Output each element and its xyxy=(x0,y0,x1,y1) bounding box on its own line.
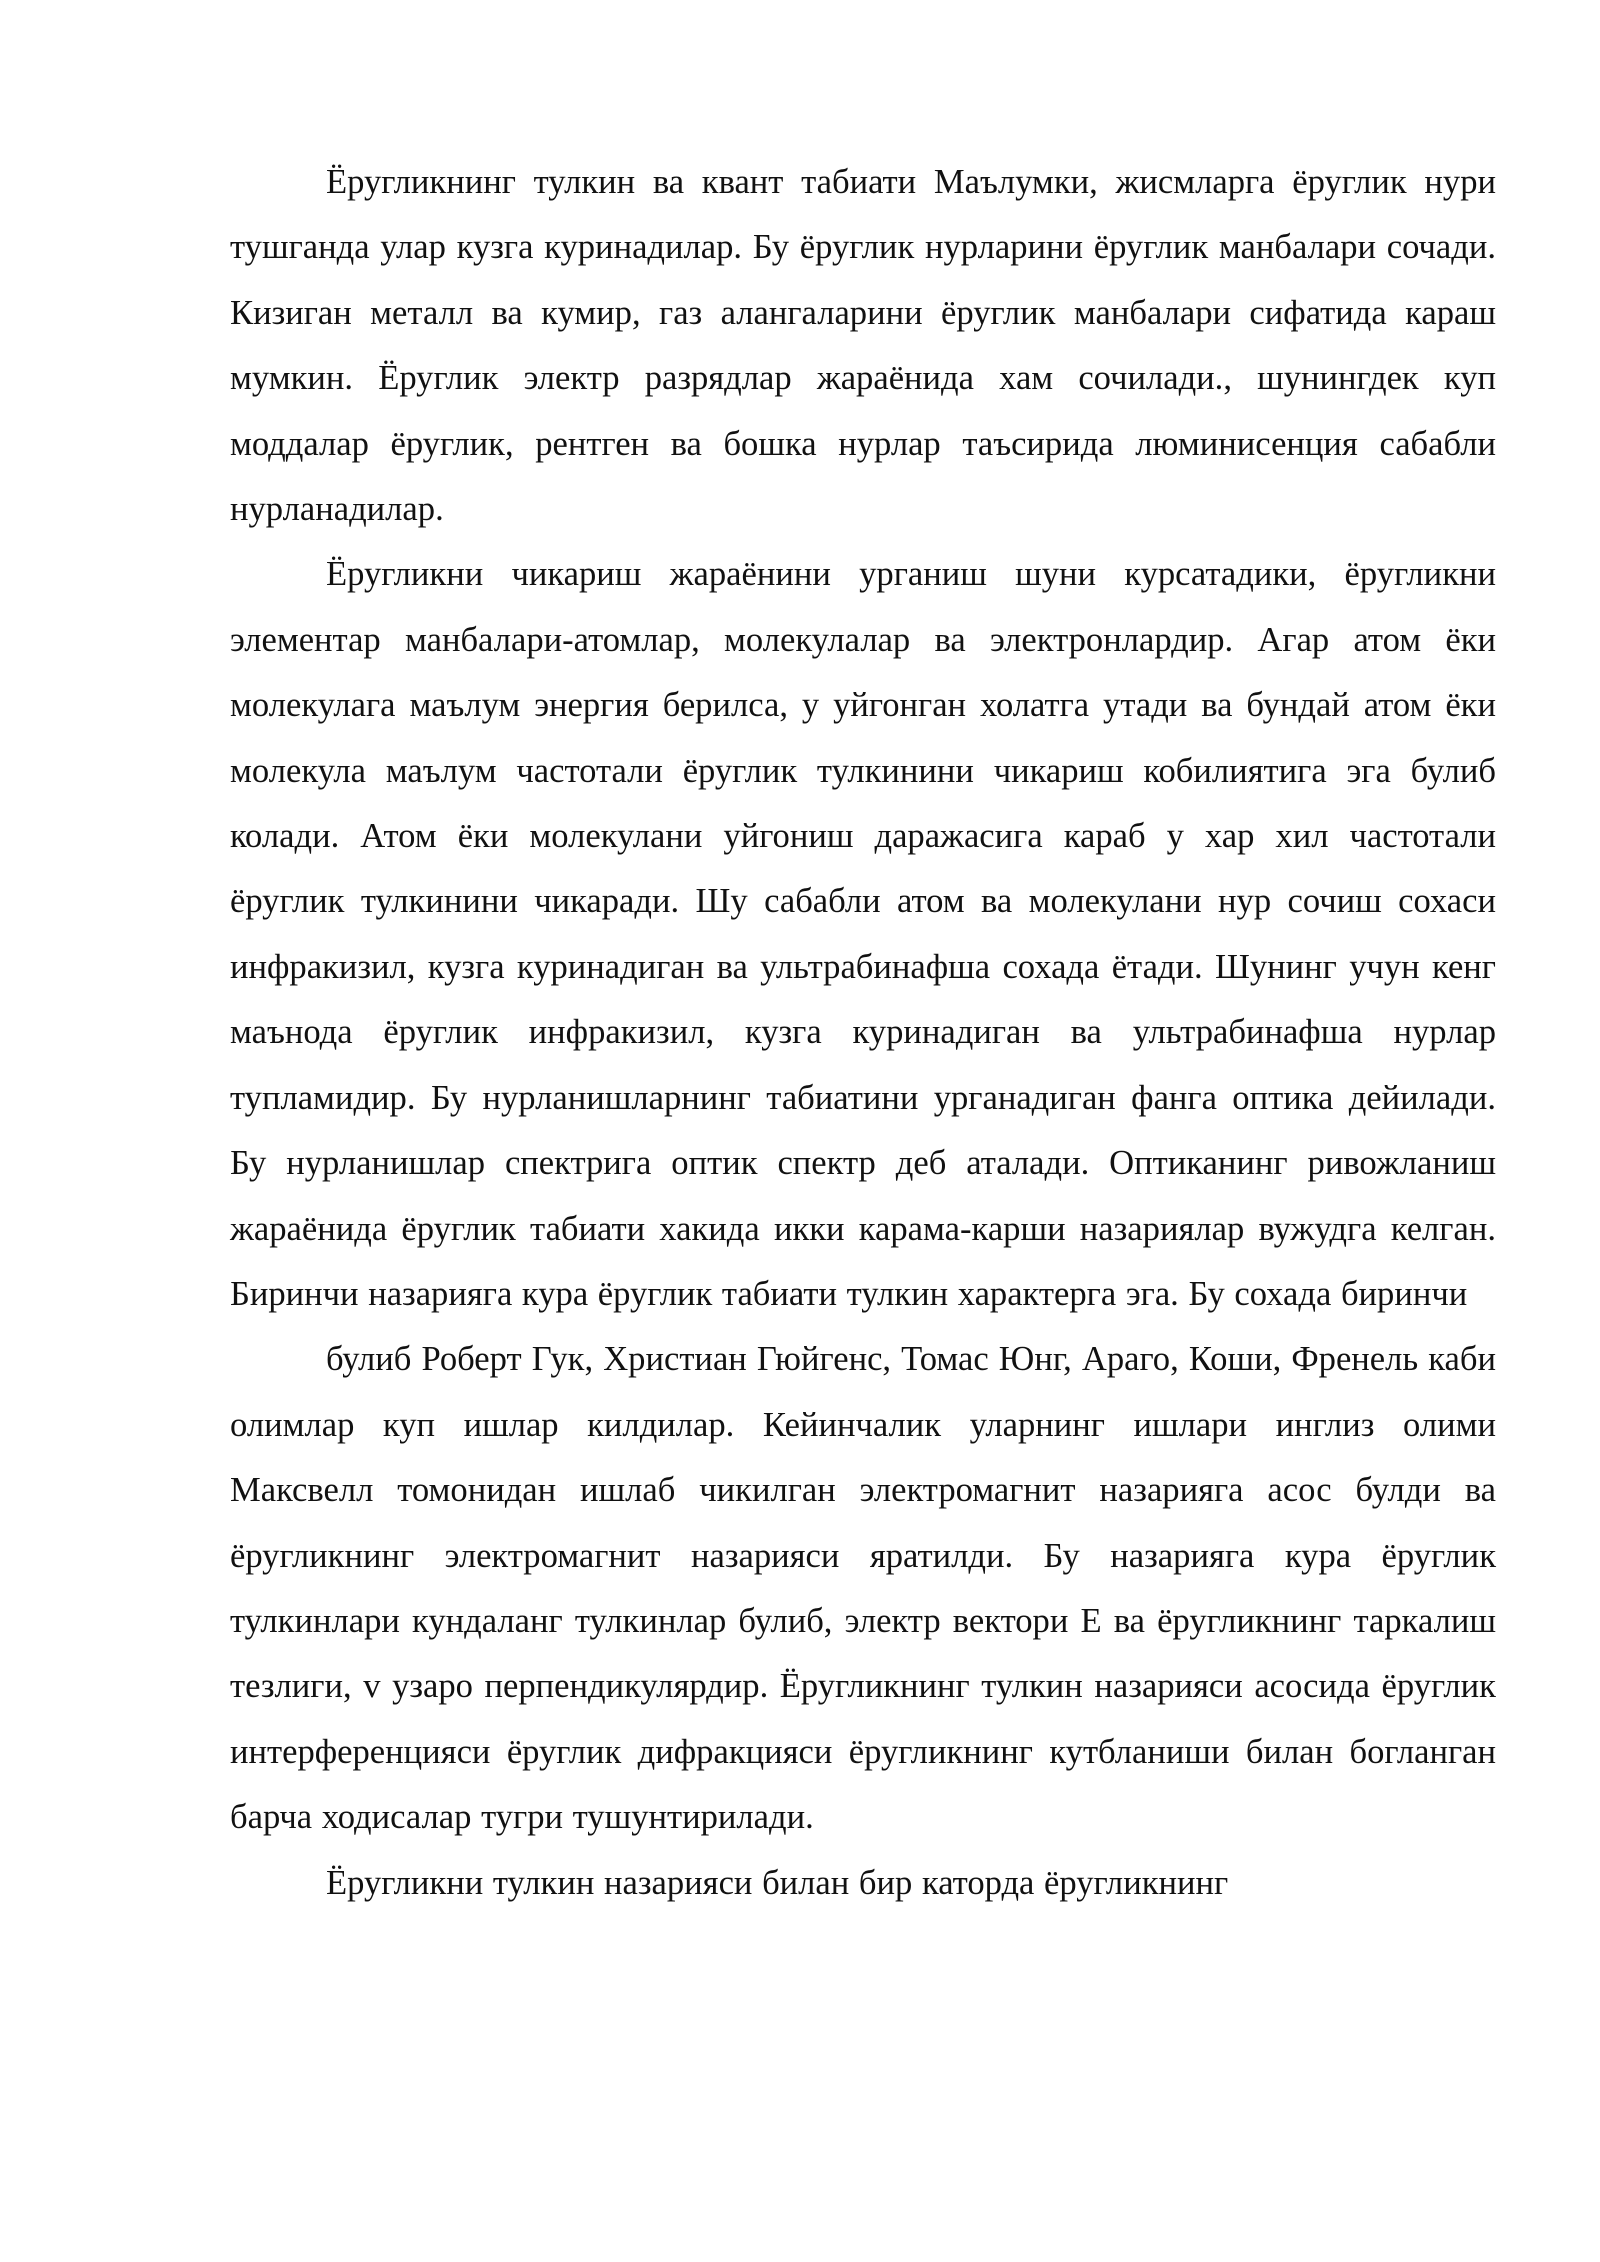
document-page xyxy=(230,150,1496,1916)
paragraph-1: Ёругликнинг тулкин ва квант табиати Маълумки, жисмларга ёруглик нури тушганда улар кузга куринадилар. Бу ёруглик нурларини ёруглик манбалари сочади. Кизиган металл ва кумир, газ алангаларини ёруглик манбалари сифатида караш мумкин. Ёруглик электр разрядлар жараёнида хам сочилади., шунингдек куп моддалар ёруглик, рентген ва бошка нурлар таъсирида люминисенция сабабли нурланадилар. xyxy=(230,163,1496,529)
paragraph-3: булиб Роберт Гук, Христиан Гюйгенс, Томас Юнг, Араго, Коши, Френель каби олимлар куп ишлар килдилар. Кейинчалик уларнинг ишлари инглиз олими Максвелл томонидан ишлаб чикилган электромагнит назарияга асос булди ва ёругликнинг электромагнит назарияси яратилди. Бу назарияга кура ёруглик тулкинлари кундаланг тулкинлар булиб, электр вектори Е ва ёругликнинг таркалиш тезлиги, v узаро перпендикулярдир. Ёругликнинг тулкин назарияси асосида ёруглик интерференцияси ёруглик дифракцияси ёругликнинг кутбланиши билан богланган барча ходисалар тугри тушунтирилади. xyxy=(230,1340,1496,1837)
paragraph-2: Ёругликни чикариш жараёнини урганиш шуни курсатадики, ёругликни элементар манбалари-атомлар, молекулалар ва электронлардир. Агар атом ёки молекулага маълум энергия берилса, у уйгонган холатга утади ва бундай атом ёки молекула маълум частотали ёруглик тулкинини чикариш кобилиятига эга булиб колади. Атом ёки молекулани уйгониш даражасига караб у хар хил частотали ёруглик тулкинини чикаради. Шу сабабли атом ва молекулани нур сочиш сохаси инфракизил, кузга куринадиган ва ультрабинафша сохада ётади. Шунинг учун кенг маънода ёруглик инфракизил, кузга куринадиган ва ультрабинафша нурлар тупламидир. Бу нурланишларнинг табиатини урганадиган фанга оптика дейилади. Бу нурланишлар спектрига оптик спектр деб аталади. Оптиканинг ривожланиш жараёнида ёруглик табиати хакида икки карама-карши назариялар вужудга келган. Биринчи назарияга кура ёруглик табиати тулкин характерга эга. Бу сохада биринчи xyxy=(230,555,1496,1313)
paragraph-4: Ёругликни тулкин назарияси билан бир каторда ёругликнинг xyxy=(326,1863,1229,1902)
